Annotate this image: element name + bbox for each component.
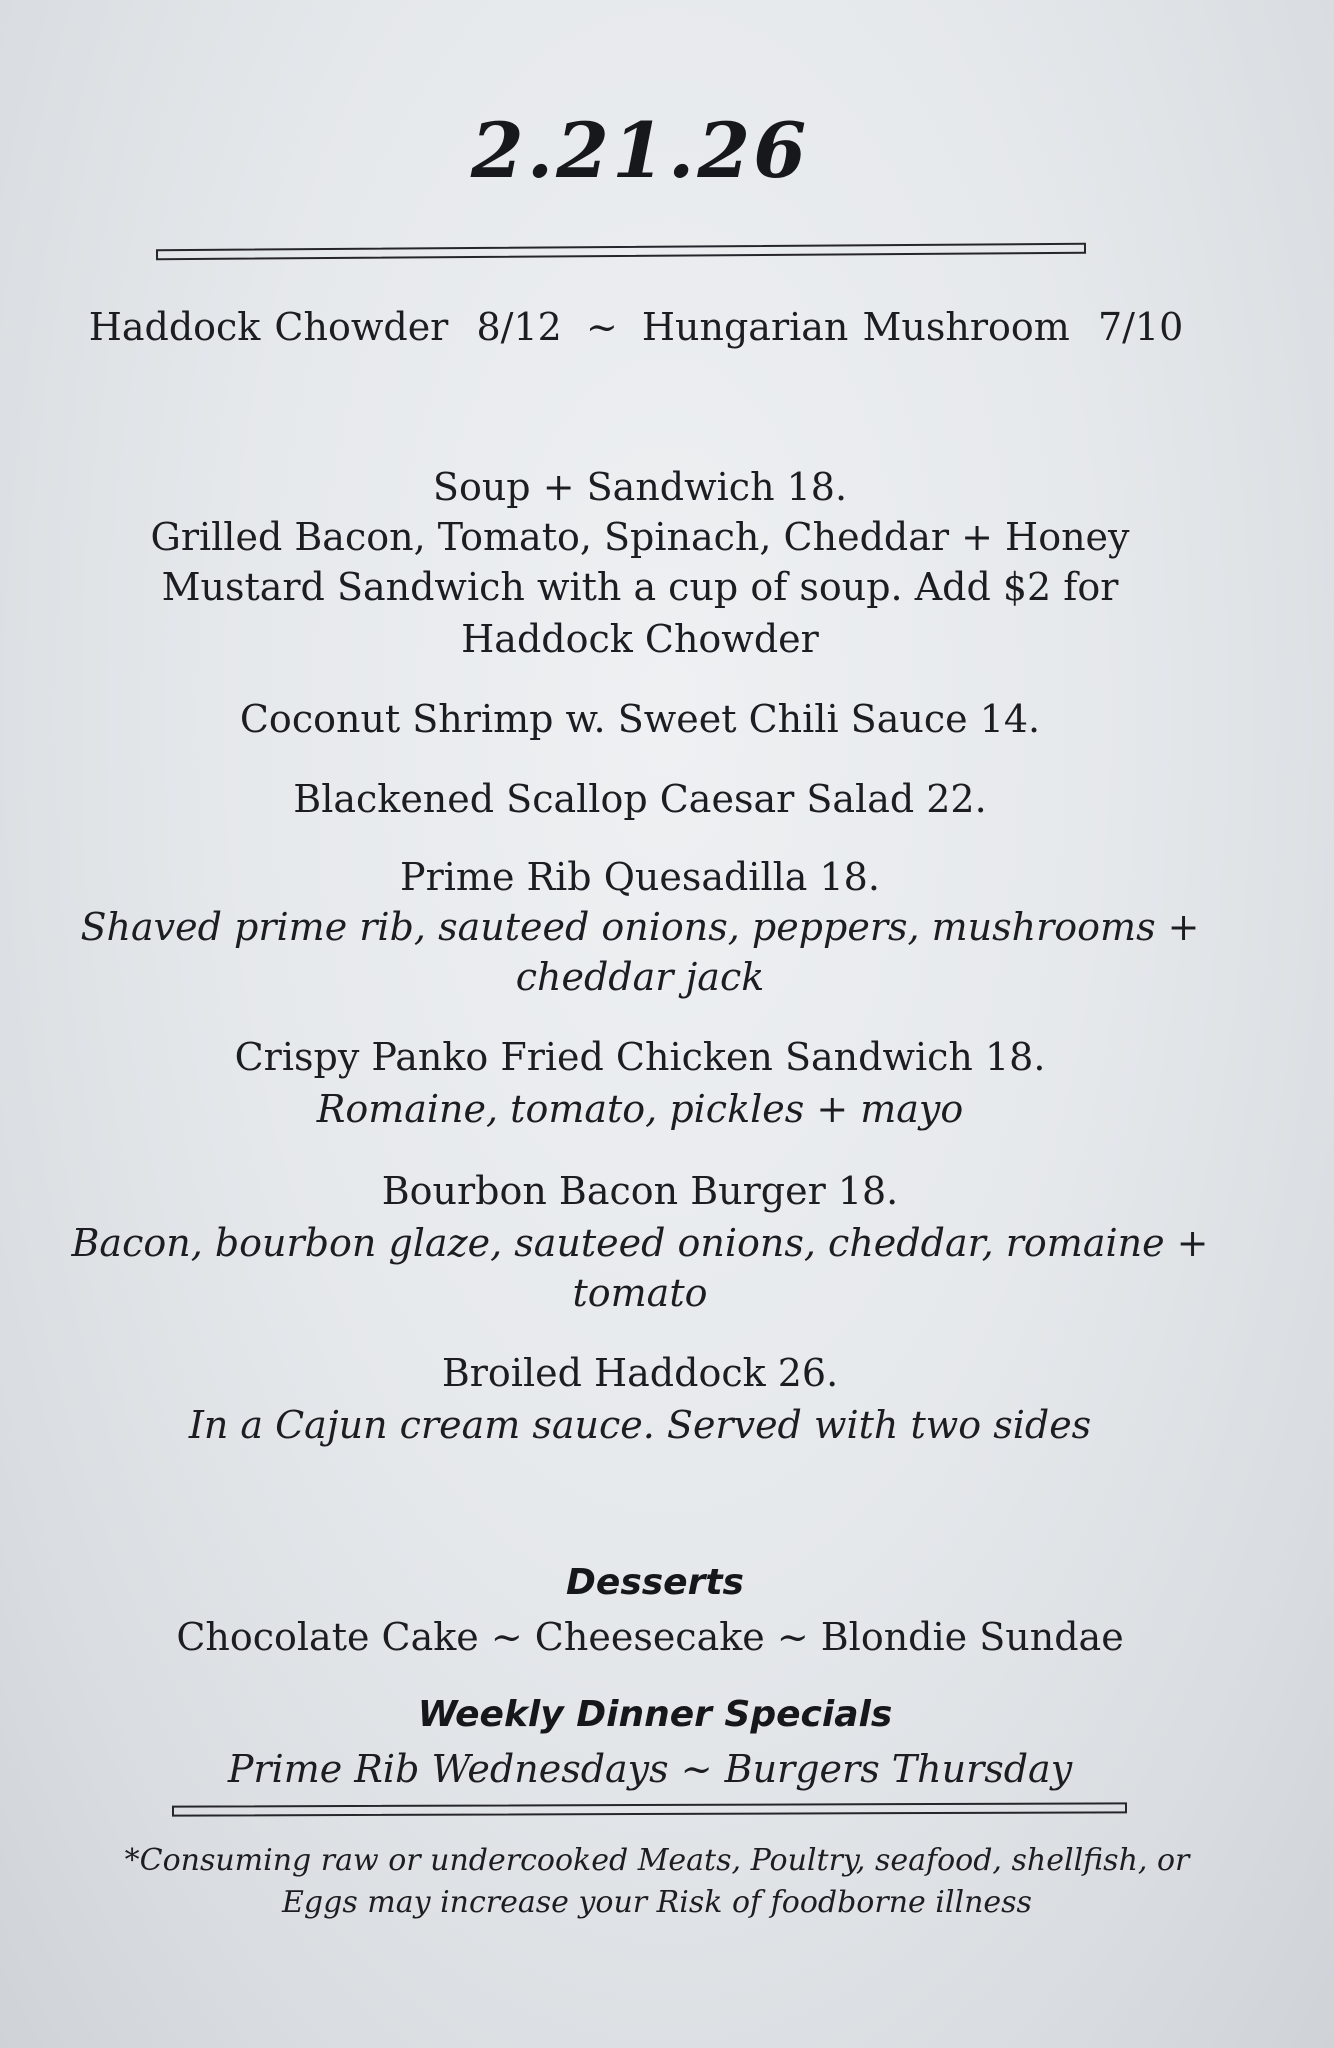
weekly-specials-heading: Weekly Dinner Specials xyxy=(417,1694,893,1735)
soup-haddock-chowder: Haddock Chowder 8/12 xyxy=(88,305,562,349)
item-desc-prime-rib-quesadilla-line1: Shaved prime rib, sauteed onions, peppers, mushrooms + xyxy=(80,905,1200,949)
item-name-soup-sandwich: Soup + Sandwich 18. xyxy=(432,465,848,509)
desserts-heading: Desserts xyxy=(566,1562,744,1603)
disclaimer-line2: Eggs may increase your Risk of foodborne illness xyxy=(282,1885,1032,1920)
item-desc-bourbon-bacon-burger-line1: Bacon, bourbon glaze, sauteed onions, cheddar, romaine + xyxy=(71,1221,1209,1265)
item-name-crispy-chicken-sandwich: Crispy Panko Fried Chicken Sandwich 18. xyxy=(234,1035,1046,1079)
desserts-list: Chocolate Cake ~ Cheesecake ~ Blondie Sundae xyxy=(176,1615,1124,1659)
item-name-prime-rib-quesadilla: Prime Rib Quesadilla 18. xyxy=(400,855,880,899)
bottom-divider xyxy=(172,1802,1127,1816)
disclaimer-line1: *Consuming raw or undercooked Meats, Poultry, seafood, shellfish, or xyxy=(124,1843,1190,1878)
item-desc-soup-sandwich-line3: Haddock Chowder xyxy=(461,617,819,661)
item-desc-crispy-chicken-sandwich: Romaine, tomato, pickles + mayo xyxy=(316,1087,964,1131)
item-desc-prime-rib-quesadilla-line2: cheddar jack xyxy=(515,955,765,999)
soup-hungarian-mushroom: Hungarian Mushroom 7/10 xyxy=(641,305,1184,349)
item-name-broiled-haddock: Broiled Haddock 26. xyxy=(441,1351,839,1395)
soup-separator: ~ xyxy=(585,305,618,349)
item-name-coconut-shrimp: Coconut Shrimp w. Sweet Chili Sauce 14. xyxy=(239,697,1041,741)
item-desc-soup-sandwich-line2: Mustard Sandwich with a cup of soup. Add $2 for xyxy=(161,565,1119,609)
item-desc-bourbon-bacon-burger-line2: tomato xyxy=(572,1271,708,1315)
item-name-bourbon-bacon-burger: Bourbon Bacon Burger 18. xyxy=(381,1169,899,1213)
weekly-specials-list: Prime Rib Wednesdays ~ Burgers Thursday xyxy=(227,1747,1073,1791)
top-divider xyxy=(156,243,1086,260)
item-name-blackened-scallop-salad: Blackened Scallop Caesar Salad 22. xyxy=(293,777,987,821)
item-desc-broiled-haddock: In a Cajun cream sauce. Served with two sides xyxy=(188,1403,1092,1447)
item-desc-soup-sandwich-line1: Grilled Bacon, Tomato, Spinach, Cheddar + Honey xyxy=(150,515,1130,559)
soups-line xyxy=(0,302,1276,352)
menu-date: 2.21.26 xyxy=(470,106,810,195)
